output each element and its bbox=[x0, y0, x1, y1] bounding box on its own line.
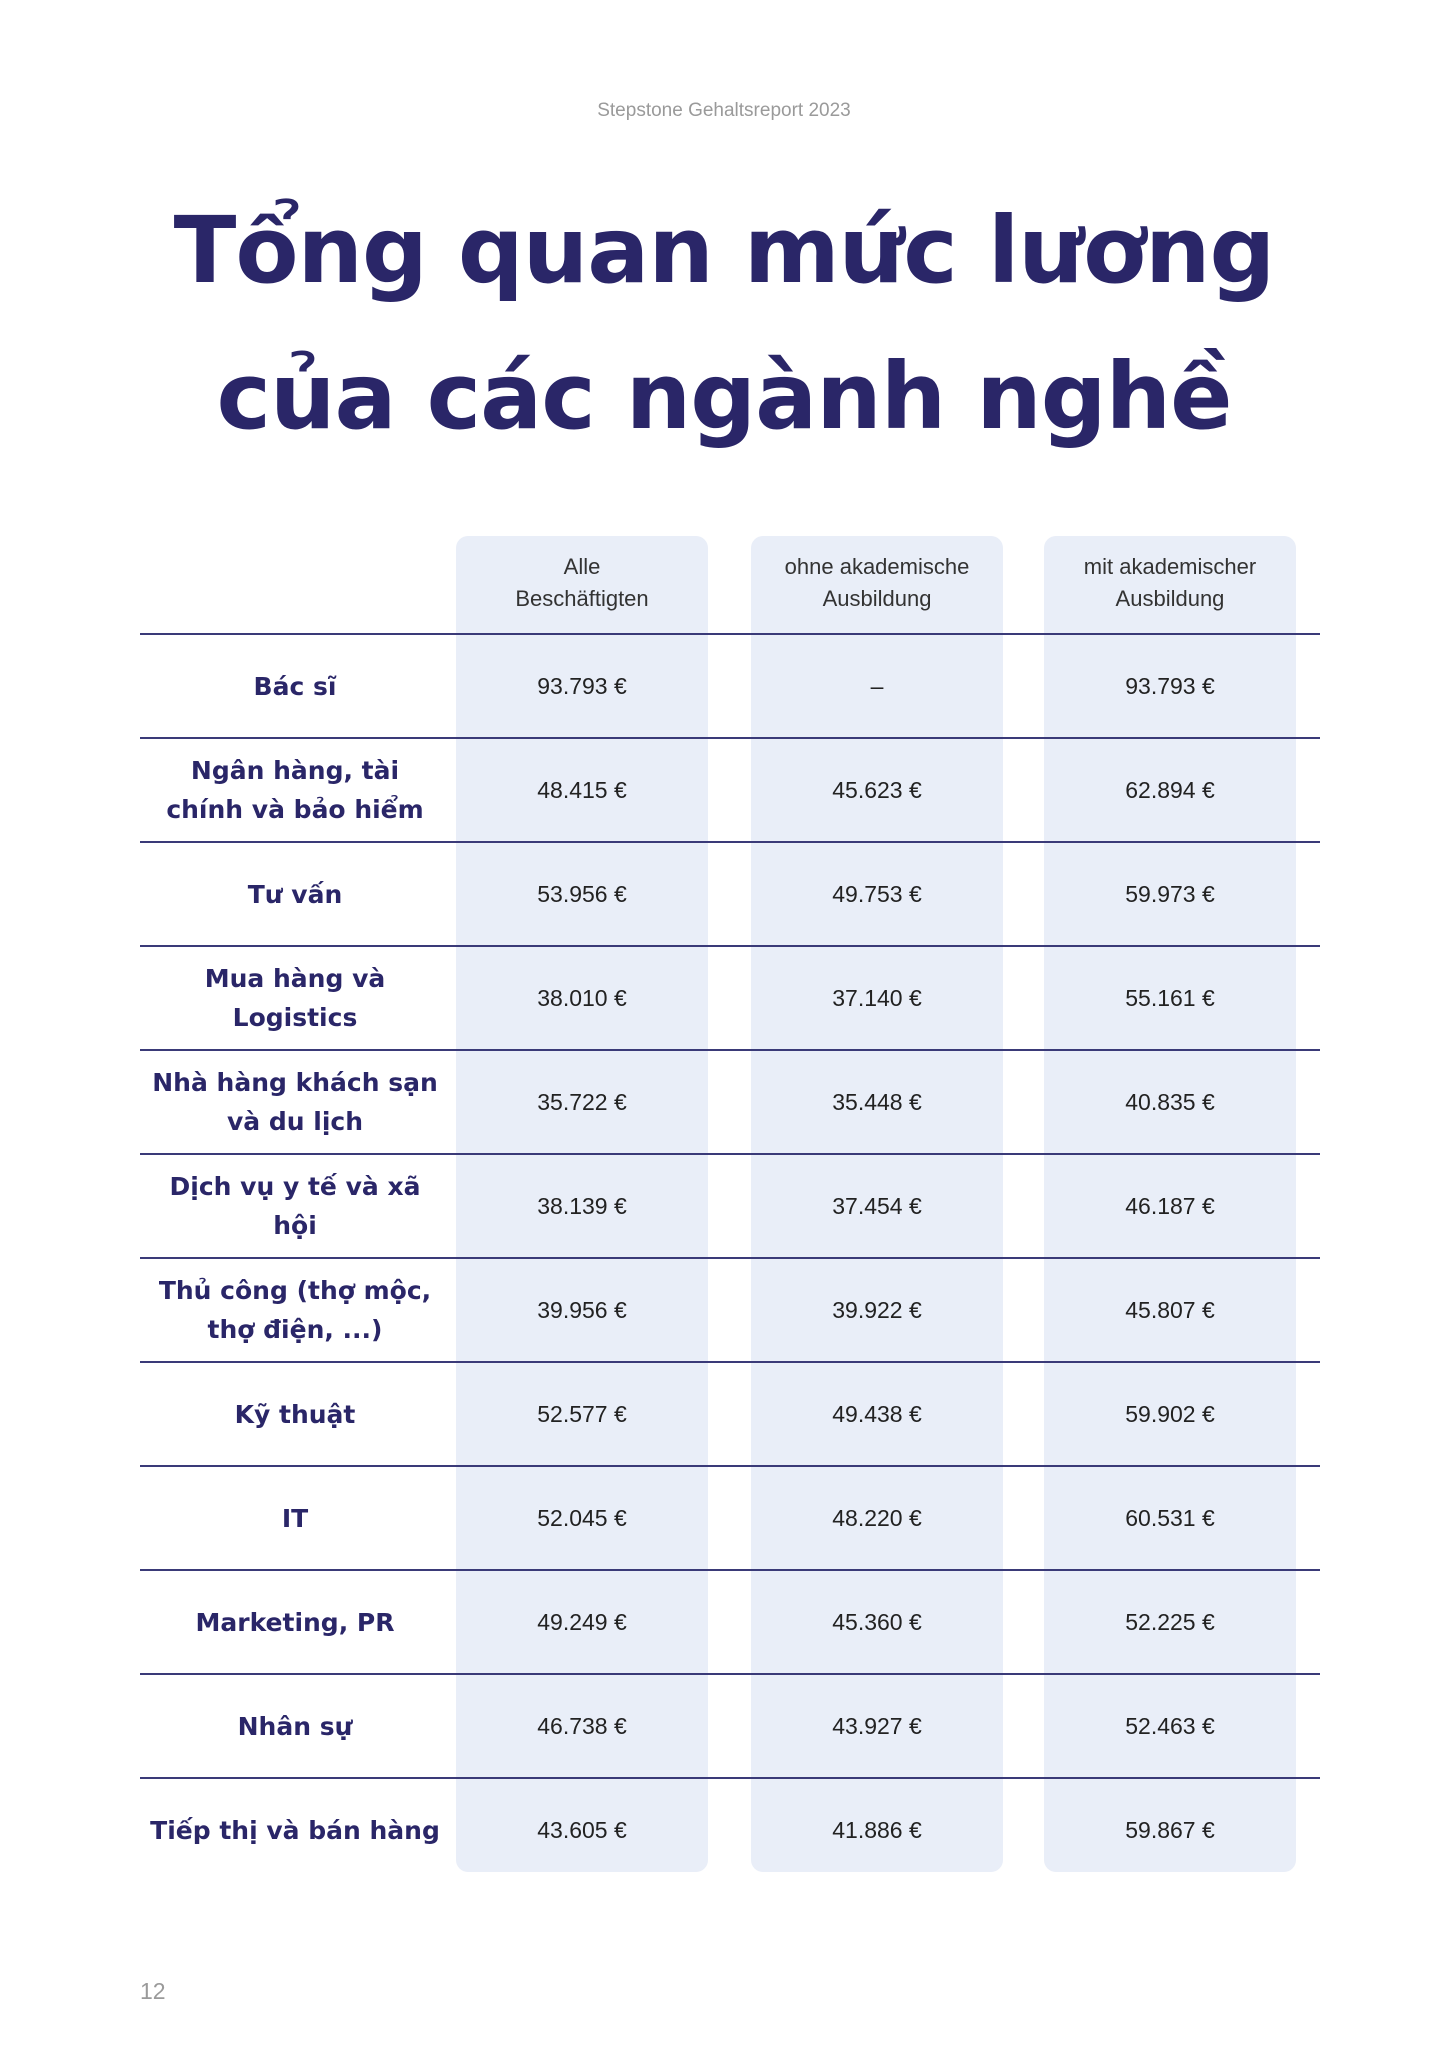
column-header-all-line-2: Beschäftigten bbox=[515, 586, 649, 611]
cell-without-degree: 41.886 € bbox=[832, 1816, 922, 1843]
row-label bbox=[150, 843, 440, 945]
cell-with-degree: 45.807 € bbox=[1125, 1296, 1215, 1323]
page-title-line-1: Tổng quan mức lương bbox=[173, 197, 1275, 304]
salary-table bbox=[140, 633, 1320, 1881]
cell-without-degree: 49.753 € bbox=[832, 880, 922, 907]
cell-all-employees: 52.045 € bbox=[537, 1504, 627, 1531]
row-label bbox=[150, 1675, 440, 1777]
table-row bbox=[140, 841, 1320, 945]
cell-all-employees: 43.605 € bbox=[537, 1816, 627, 1843]
table-row bbox=[140, 1569, 1320, 1673]
row-label-text: Marketing, PR bbox=[195, 1607, 395, 1637]
table-row bbox=[140, 1777, 1320, 1881]
cell-all-employees: 39.956 € bbox=[537, 1296, 627, 1323]
cell-all-employees: 49.249 € bbox=[537, 1608, 627, 1635]
cell-without-degree: 37.140 € bbox=[832, 984, 922, 1011]
cell-all-employees: 93.793 € bbox=[537, 672, 627, 699]
row-label bbox=[150, 1155, 440, 1257]
row-label-text: Tư vấn bbox=[247, 879, 343, 909]
cell-without-degree: 39.922 € bbox=[832, 1296, 922, 1323]
cell-without-degree: 37.454 € bbox=[832, 1192, 922, 1219]
cell-with-degree: 40.835 € bbox=[1125, 1088, 1215, 1115]
cell-all-employees: 52.577 € bbox=[537, 1400, 627, 1427]
cell-all-employees: 38.010 € bbox=[537, 984, 627, 1011]
cell-without-degree: – bbox=[870, 672, 884, 699]
cell-without-degree: 35.448 € bbox=[832, 1088, 922, 1115]
row-label bbox=[150, 739, 440, 841]
cell-with-degree: 46.187 € bbox=[1125, 1192, 1215, 1219]
table-row bbox=[140, 945, 1320, 1049]
table-row bbox=[140, 633, 1320, 737]
row-label-text: Nhà hàng khách sạn và du lịch bbox=[152, 1068, 438, 1136]
page-number: 12 bbox=[140, 1978, 166, 2004]
cell-without-degree: 43.927 € bbox=[832, 1712, 922, 1739]
table-row bbox=[140, 1465, 1320, 1569]
cell-without-degree: 48.220 € bbox=[832, 1504, 922, 1531]
table-row bbox=[140, 1673, 1320, 1777]
cell-with-degree: 55.161 € bbox=[1125, 984, 1215, 1011]
row-label-text: Ngân hàng, tài chính và bảo hiểm bbox=[166, 756, 424, 824]
table-row bbox=[140, 1049, 1320, 1153]
table-row bbox=[140, 1257, 1320, 1361]
cell-all-employees: 48.415 € bbox=[537, 776, 627, 803]
cell-with-degree: 59.902 € bbox=[1125, 1400, 1215, 1427]
row-label-text: Bác sĩ bbox=[253, 671, 337, 701]
row-label bbox=[150, 1259, 440, 1361]
row-label-text: Mua hàng và Logistics bbox=[204, 964, 386, 1032]
report-header: Stepstone Gehaltsreport 2023 bbox=[597, 100, 851, 121]
cell-without-degree: 45.623 € bbox=[832, 776, 922, 803]
column-header-without-degree bbox=[751, 548, 1003, 618]
cell-without-degree: 49.438 € bbox=[832, 1400, 922, 1427]
cell-with-degree: 52.463 € bbox=[1125, 1712, 1215, 1739]
row-label-text: Dịch vụ y tế và xã hội bbox=[169, 1172, 421, 1240]
cell-with-degree: 52.225 € bbox=[1125, 1608, 1215, 1635]
table-row bbox=[140, 737, 1320, 841]
row-label bbox=[150, 1363, 440, 1465]
page-title bbox=[0, 178, 1448, 470]
cell-all-employees: 53.956 € bbox=[537, 880, 627, 907]
row-label bbox=[150, 947, 440, 1049]
column-header-without-degree-line-1: ohne akademische bbox=[784, 554, 970, 579]
column-header-with-degree-line-1: mit akademischer bbox=[1083, 554, 1257, 579]
column-header-with-degree bbox=[1044, 548, 1296, 618]
row-label bbox=[150, 1779, 440, 1881]
cell-all-employees: 38.139 € bbox=[537, 1192, 627, 1219]
row-label bbox=[150, 1571, 440, 1673]
cell-with-degree: 93.793 € bbox=[1125, 672, 1215, 699]
cell-all-employees: 46.738 € bbox=[537, 1712, 627, 1739]
cell-without-degree: 45.360 € bbox=[832, 1608, 922, 1635]
column-header-all-line-1: Alle bbox=[563, 554, 601, 579]
cell-all-employees: 35.722 € bbox=[537, 1088, 627, 1115]
cell-with-degree: 62.894 € bbox=[1125, 776, 1215, 803]
column-header-with-degree-line-2: Ausbildung bbox=[1115, 586, 1225, 611]
cell-with-degree: 60.531 € bbox=[1125, 1504, 1215, 1531]
row-label-text: Tiếp thị và bán hàng bbox=[150, 1815, 440, 1845]
row-label-text: Nhân sự bbox=[237, 1711, 353, 1741]
column-header-all bbox=[456, 548, 708, 618]
row-label bbox=[150, 1467, 440, 1569]
row-label bbox=[150, 635, 440, 737]
page-title-line-2: của các ngành nghề bbox=[216, 343, 1232, 450]
table-row bbox=[140, 1361, 1320, 1465]
row-label-text: Kỹ thuật bbox=[234, 1399, 356, 1429]
row-label bbox=[150, 1051, 440, 1153]
column-header-without-degree-line-2: Ausbildung bbox=[822, 586, 932, 611]
cell-with-degree: 59.867 € bbox=[1125, 1816, 1215, 1843]
cell-with-degree: 59.973 € bbox=[1125, 880, 1215, 907]
row-label-text: IT bbox=[281, 1503, 309, 1533]
table-row bbox=[140, 1153, 1320, 1257]
row-label-text: Thủ công (thợ mộc, thợ điện, ...) bbox=[158, 1276, 432, 1344]
